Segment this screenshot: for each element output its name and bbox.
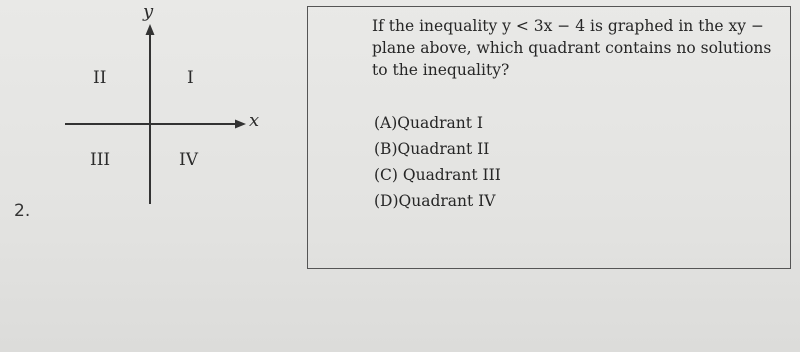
question-box <box>307 6 791 269</box>
question-line-2: plane above, which quadrant contains no solutions <box>372 39 772 57</box>
coordinate-plane-diagram <box>60 1 270 209</box>
axes-graphic <box>60 4 270 209</box>
question-line-1: If the inequality y < 3x − 4 is graphed in the xy − <box>372 17 764 35</box>
choice-d[interactable]: (D)Quadrant IV <box>374 192 496 210</box>
y-axis-label: y <box>143 1 154 22</box>
quadrant-1-label: I <box>187 68 194 88</box>
x-axis-label: x <box>249 110 260 131</box>
answer-choices <box>374 110 501 214</box>
x-axis-arrow-icon <box>235 120 246 129</box>
y-axis-arrow-icon <box>146 24 155 35</box>
choice-a[interactable]: (A)Quadrant I <box>374 114 484 132</box>
choice-c[interactable]: (C) Quadrant III <box>374 166 501 184</box>
quadrant-3-label: III <box>90 150 111 170</box>
question-text <box>372 15 782 81</box>
choice-b[interactable]: (B)Quadrant II <box>374 140 490 158</box>
quadrant-2-label: II <box>93 68 107 88</box>
question-number: 2. <box>14 201 31 221</box>
question-line-3: to the inequality? <box>372 61 510 79</box>
quadrant-4-label: IV <box>179 150 198 170</box>
